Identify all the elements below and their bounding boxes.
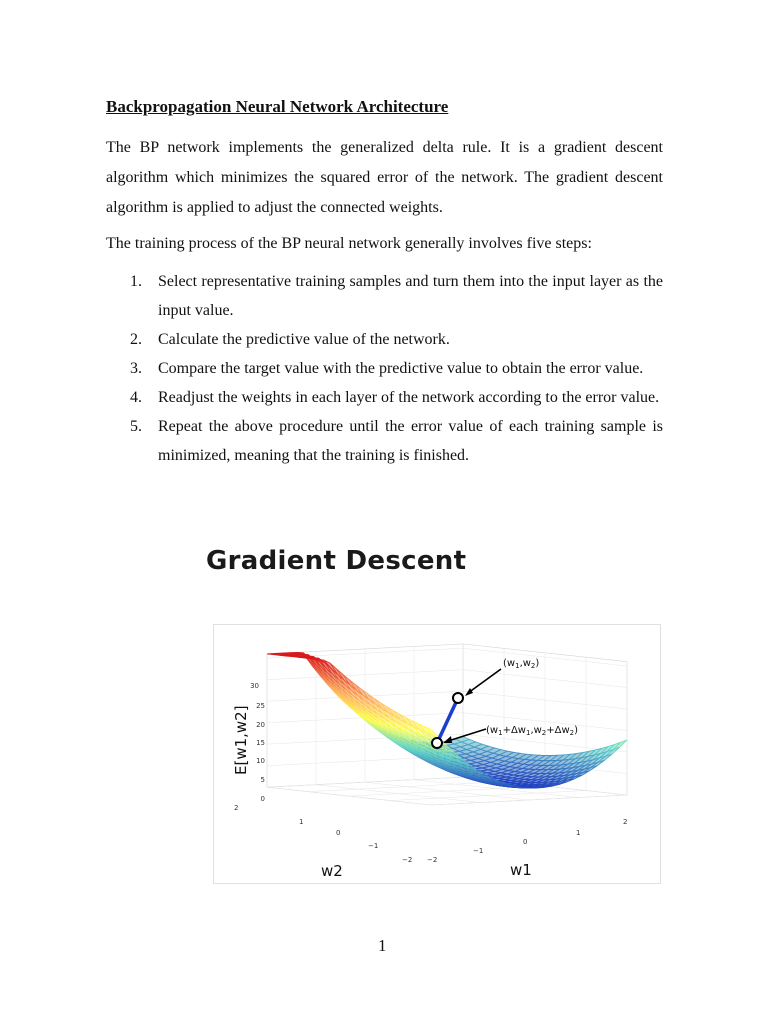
step-number: 3. bbox=[130, 360, 142, 377]
w2-axis-label: w2 bbox=[321, 862, 343, 880]
gradient-descent-figure bbox=[213, 624, 661, 884]
figure-title: Gradient Descent bbox=[206, 546, 467, 576]
page-number: 1 bbox=[378, 936, 387, 955]
step-text: Compare the target value with the predictive value to obtain the error value. bbox=[158, 360, 644, 377]
w1-tick-label: 0 bbox=[523, 838, 528, 846]
w1-tick-label: 1 bbox=[576, 829, 581, 837]
z-tick-labels bbox=[250, 682, 265, 803]
start-point-marker bbox=[453, 693, 463, 703]
w2-tick-label: 0 bbox=[336, 829, 341, 837]
w2-tick-label: 2 bbox=[234, 804, 239, 812]
z-tick-label: 10 bbox=[256, 757, 265, 765]
intro-paragraph: The BP network implements the generalized delta rule. It is a gradient descent algorithm which minimizes the squared error of the network. The gradient descent algorithm is applied to adjust the connected weights. bbox=[106, 139, 663, 216]
z-axis-label: E[w1,w2] bbox=[232, 705, 250, 775]
step-text: Select representative training samples and turn them into the input layer as the input value. bbox=[158, 273, 663, 319]
z-tick-label: 15 bbox=[256, 739, 265, 747]
step-number: 2. bbox=[130, 331, 142, 348]
step-text: Repeat the above procedure until the error value of each training sample is minimized, meaning that the training is finished. bbox=[158, 418, 663, 464]
step-number: 1. bbox=[130, 273, 142, 290]
step-number: 5. bbox=[130, 418, 142, 435]
step-number: 4. bbox=[130, 389, 142, 406]
step-text: Readjust the weights in each layer of the network according to the error value. bbox=[158, 389, 660, 406]
list-item bbox=[106, 267, 663, 325]
list-item bbox=[106, 383, 663, 412]
next-point-label: $(w_1+\Delta w_1,w_2+\Delta w_2)$ bbox=[486, 725, 579, 737]
list-item bbox=[106, 412, 663, 470]
next-point-marker bbox=[432, 738, 442, 748]
w2-tick-label: −1 bbox=[368, 842, 379, 850]
z-tick-label: 30 bbox=[250, 682, 259, 690]
w1-tick-label: −1 bbox=[473, 847, 484, 855]
step-text: Calculate the predictive value of the network. bbox=[158, 331, 450, 348]
z-tick-label: 0 bbox=[260, 795, 265, 803]
list-item bbox=[106, 354, 663, 383]
w2-tick-labels bbox=[234, 804, 412, 864]
w1-axis-label: w1 bbox=[510, 861, 532, 879]
training-steps-list bbox=[106, 267, 663, 470]
w1-tick-label: 2 bbox=[623, 818, 628, 826]
z-tick-label: 25 bbox=[256, 702, 265, 710]
section-heading: Backpropagation Neural Network Architecture bbox=[106, 97, 449, 116]
list-item bbox=[106, 325, 663, 354]
z-tick-label: 5 bbox=[260, 776, 265, 784]
w1-tick-labels bbox=[427, 818, 627, 864]
z-tick-label: 20 bbox=[256, 721, 265, 729]
w2-tick-label: 1 bbox=[299, 818, 304, 826]
steps-intro-paragraph: The training process of the BP neural network generally involves five steps: bbox=[106, 235, 592, 252]
w2-tick-label: −2 bbox=[402, 856, 413, 864]
w1-tick-label: −2 bbox=[427, 856, 438, 864]
start-point-label: $(w_1,w_2)$ bbox=[503, 658, 540, 670]
surface-plot bbox=[214, 625, 660, 883]
